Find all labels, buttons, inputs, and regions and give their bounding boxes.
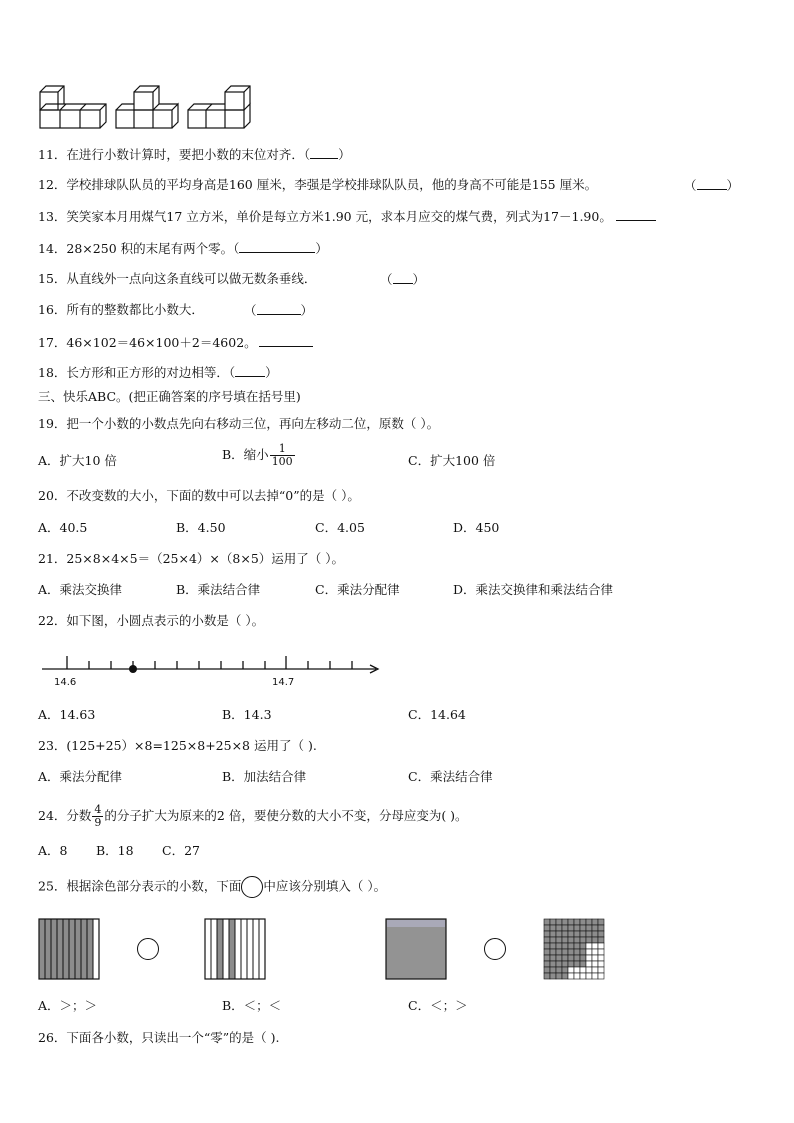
grid-cell <box>598 937 604 943</box>
grid-cell <box>562 943 568 949</box>
grid-cell <box>598 973 604 979</box>
grid-cell <box>574 925 580 931</box>
grid-cell <box>562 919 568 925</box>
grid-cell <box>580 955 586 961</box>
grid-cell <box>598 961 604 967</box>
grid-cell <box>550 961 556 967</box>
grid-cell <box>598 925 604 931</box>
grid-cell <box>550 955 556 961</box>
grid-cell <box>592 955 598 961</box>
grid-cell <box>556 955 562 961</box>
grid-cell <box>568 919 574 925</box>
answer-blank[interactable] <box>616 208 656 221</box>
question-18: 18．长方形和正方形的对边相等．（ ） <box>38 365 278 380</box>
grid-cell <box>574 943 580 949</box>
grid-cell <box>592 919 598 925</box>
section-3-heading: 三、快乐ABC。(把正确答案的序号填在括号里) <box>38 389 301 404</box>
question-21: 21．25×8×4×5＝（25×4）×（8×5）运用了（ ）。 <box>38 551 345 566</box>
question-25: 25．根据涂色部分表示的小数，下面 中应该分别填入（ ）。 <box>38 876 386 898</box>
grid-cell <box>592 937 598 943</box>
question-12: 12．学校排球队队员的平均身高是160 厘米，李强是学校排球队队员，他的身高不可能是155 厘米。 <box>38 177 598 192</box>
grid-cell <box>544 949 550 955</box>
q25-option-c[interactable]: C．＜；＞ <box>408 998 468 1013</box>
cube-figure-3 <box>188 86 250 128</box>
grid-cell <box>544 931 550 937</box>
grid-cell <box>568 961 574 967</box>
grid-cell <box>580 937 586 943</box>
grid-cell <box>550 949 556 955</box>
grid-cell <box>586 967 592 973</box>
number-line-point <box>129 665 137 673</box>
grid-cell <box>568 967 574 973</box>
question-20: 20．不改变数的大小，下面的数中可以去掉“0”的是（ ）。 <box>38 488 360 503</box>
grid-cell <box>568 925 574 931</box>
grid-cell <box>544 967 550 973</box>
grid-cell <box>562 925 568 931</box>
grid-cell <box>574 931 580 937</box>
answer-blank[interactable] <box>310 146 338 159</box>
grid-cell <box>550 973 556 979</box>
answer-blank[interactable] <box>239 240 315 253</box>
grid-cell <box>592 931 598 937</box>
q22-option-a[interactable]: A．14.63 <box>38 707 96 722</box>
compare-circle-1[interactable] <box>137 938 159 960</box>
q21-option-c[interactable]: C．乘法分配律 <box>315 582 400 597</box>
question-23: 23．(125+25）×8=125×8+25×8 运用了（ ). <box>38 738 317 753</box>
cube-figures <box>36 84 256 132</box>
grid-cell <box>562 931 568 937</box>
grid-cell <box>586 919 592 925</box>
answer-blank[interactable] <box>235 364 265 377</box>
q24-option-a[interactable]: A．8 <box>38 843 68 858</box>
q25-option-b[interactable]: B．＜；＜ <box>222 998 282 1013</box>
question-17: 17．46×102＝46×100＋2＝4602。 <box>38 334 313 351</box>
grid-cell <box>556 931 562 937</box>
shaded-strips-right <box>204 918 266 980</box>
grid-cell <box>580 931 586 937</box>
q23-option-a[interactable]: A．乘法分配律 <box>38 769 123 784</box>
grid-cell <box>598 955 604 961</box>
fraction: $\frac{1}{100}$ <box>271 442 293 468</box>
grid-cell <box>550 967 556 973</box>
grid-cell <box>550 931 556 937</box>
grid-cell <box>562 949 568 955</box>
tick-label-14.6: 14.6 <box>54 677 77 688</box>
grid-cell <box>544 973 550 979</box>
grid-cell <box>550 919 556 925</box>
grid-cell <box>544 919 550 925</box>
grid-cell <box>544 925 550 931</box>
q21-option-b[interactable]: B．乘法结合律 <box>176 582 261 597</box>
grid-cell <box>580 949 586 955</box>
question-16: 16．所有的整数都比小数大． <box>38 302 204 317</box>
grid-cell <box>556 961 562 967</box>
grid-cell <box>556 937 562 943</box>
grid-cell <box>580 943 586 949</box>
compare-circle-2[interactable] <box>484 938 506 960</box>
grid-cell <box>574 949 580 955</box>
q19-option-a[interactable]: A．扩大10 倍 <box>38 453 117 468</box>
question-14: 14．28×250 积的末尾有两个零。（ ） <box>38 241 328 256</box>
grid-cell <box>544 955 550 961</box>
grid-cell <box>598 949 604 955</box>
q22-option-b[interactable]: B．14.3 <box>222 707 272 722</box>
grid-cell <box>574 937 580 943</box>
question-15: 15．从直线外一点向这条直线可以做无数条垂线． <box>38 271 317 286</box>
grid-cell <box>568 937 574 943</box>
grid-cell <box>580 973 586 979</box>
grid-cell <box>598 931 604 937</box>
grid-cell <box>556 967 562 973</box>
grid-cell <box>586 943 592 949</box>
shaded-square <box>385 918 447 980</box>
shaded-strips-left <box>38 918 100 980</box>
q20-option-c[interactable]: C．4.05 <box>315 520 365 535</box>
grid-cell <box>556 925 562 931</box>
q23-option-b[interactable]: B．加法结合律 <box>222 769 307 784</box>
q19-option-c[interactable]: C．扩大100 倍 <box>408 453 496 468</box>
answer-blank[interactable] <box>393 271 413 284</box>
grid-cell <box>550 925 556 931</box>
grid-cell <box>562 955 568 961</box>
grid-cell <box>580 919 586 925</box>
grid-cell <box>544 937 550 943</box>
grid-cell <box>592 943 598 949</box>
grid-cell <box>574 961 580 967</box>
q20-option-d[interactable]: D．450 <box>453 520 500 535</box>
cube-figure-1 <box>40 86 106 128</box>
q25-option-a[interactable]: A．＞；＞ <box>38 998 98 1013</box>
cube-figure-2 <box>116 86 178 128</box>
grid-cell <box>586 961 592 967</box>
grid-cell <box>598 943 604 949</box>
grid-cell <box>562 973 568 979</box>
q23-option-c[interactable]: C．乘法结合律 <box>408 769 493 784</box>
q24-option-b[interactable]: B．18 <box>96 843 134 858</box>
question-22: 22．如下图，小圆点表示的小数是（ ）。 <box>38 613 265 628</box>
q19-option-b[interactable]: B．缩小 $\frac{1}{100}$ <box>222 442 293 468</box>
q22-option-c[interactable]: C．14.64 <box>408 707 466 722</box>
grid-cell <box>562 937 568 943</box>
grid-cell <box>556 943 562 949</box>
question-13: 13．笑笑家本月用煤气17 立方米，单价是每立方米1.90 元，求本月应交的煤气费，列式为17－1.90。 <box>38 208 656 225</box>
answer-blank[interactable] <box>697 177 727 190</box>
question-16-answer: （ ） <box>244 303 314 318</box>
number-line <box>40 650 385 690</box>
grid-cell <box>568 943 574 949</box>
grid-cell <box>598 967 604 973</box>
grid-cell <box>544 943 550 949</box>
grid-cell <box>592 961 598 967</box>
grid-cell <box>586 931 592 937</box>
grid-cell <box>568 949 574 955</box>
grid-cell <box>556 919 562 925</box>
q21-option-a[interactable]: A．乘法交换律 <box>38 582 123 597</box>
grid-cell <box>586 949 592 955</box>
q20-option-b[interactable]: B．4.50 <box>176 520 226 535</box>
grid-cell <box>586 925 592 931</box>
circle-placeholder-icon <box>241 876 263 898</box>
grid-cell <box>556 949 562 955</box>
q20-option-a[interactable]: A．40.5 <box>38 520 88 535</box>
grid-cell <box>550 937 556 943</box>
q21-option-d[interactable]: D．乘法交换律和乘法结合律 <box>453 582 614 597</box>
question-15-answer: （ ） <box>380 272 426 287</box>
grid-cell <box>568 955 574 961</box>
grid-cell <box>580 925 586 931</box>
grid-cell <box>592 949 598 955</box>
shaded-hundred-grid <box>543 918 605 980</box>
tick-label-14.7: 14.7 <box>272 677 295 688</box>
answer-blank[interactable] <box>259 334 313 347</box>
grid-cell <box>586 955 592 961</box>
grid-cell <box>592 973 598 979</box>
grid-cell <box>562 967 568 973</box>
grid-cell <box>592 925 598 931</box>
q24-option-c[interactable]: C．27 <box>162 843 200 858</box>
grid-cell <box>544 961 550 967</box>
grid-cell <box>580 967 586 973</box>
grid-cell <box>574 919 580 925</box>
grid-cell <box>568 973 574 979</box>
grid-cell <box>574 955 580 961</box>
question-11: 11．在进行小数计算时，要把小数的末位对齐．（ ） <box>38 147 351 162</box>
grid-cell <box>574 973 580 979</box>
question-26: 26．下面各小数，只读出一个“零”的是（ ). <box>38 1030 280 1045</box>
grid-cell <box>592 967 598 973</box>
grid-cell <box>556 973 562 979</box>
answer-blank[interactable] <box>257 302 301 315</box>
grid-cell <box>580 961 586 967</box>
grid-cell <box>586 937 592 943</box>
question-24: 24．分数 $\frac{4}{9}$ 的分子扩大为原来的2 倍，要使分数的大小不变，分母应变为( )。 <box>38 803 468 829</box>
grid-cell <box>562 961 568 967</box>
grid-cell <box>568 931 574 937</box>
grid-cell <box>574 967 580 973</box>
grid-cell <box>550 943 556 949</box>
grid-cell <box>586 973 592 979</box>
question-19: 19．把一个小数的小数点先向右移动三位，再向左移动二位，原数（ ）。 <box>38 416 440 431</box>
grid-cell <box>598 919 604 925</box>
fraction: $\frac{4}{9}$ <box>94 803 102 829</box>
question-12-answer: （ ） <box>684 178 740 193</box>
